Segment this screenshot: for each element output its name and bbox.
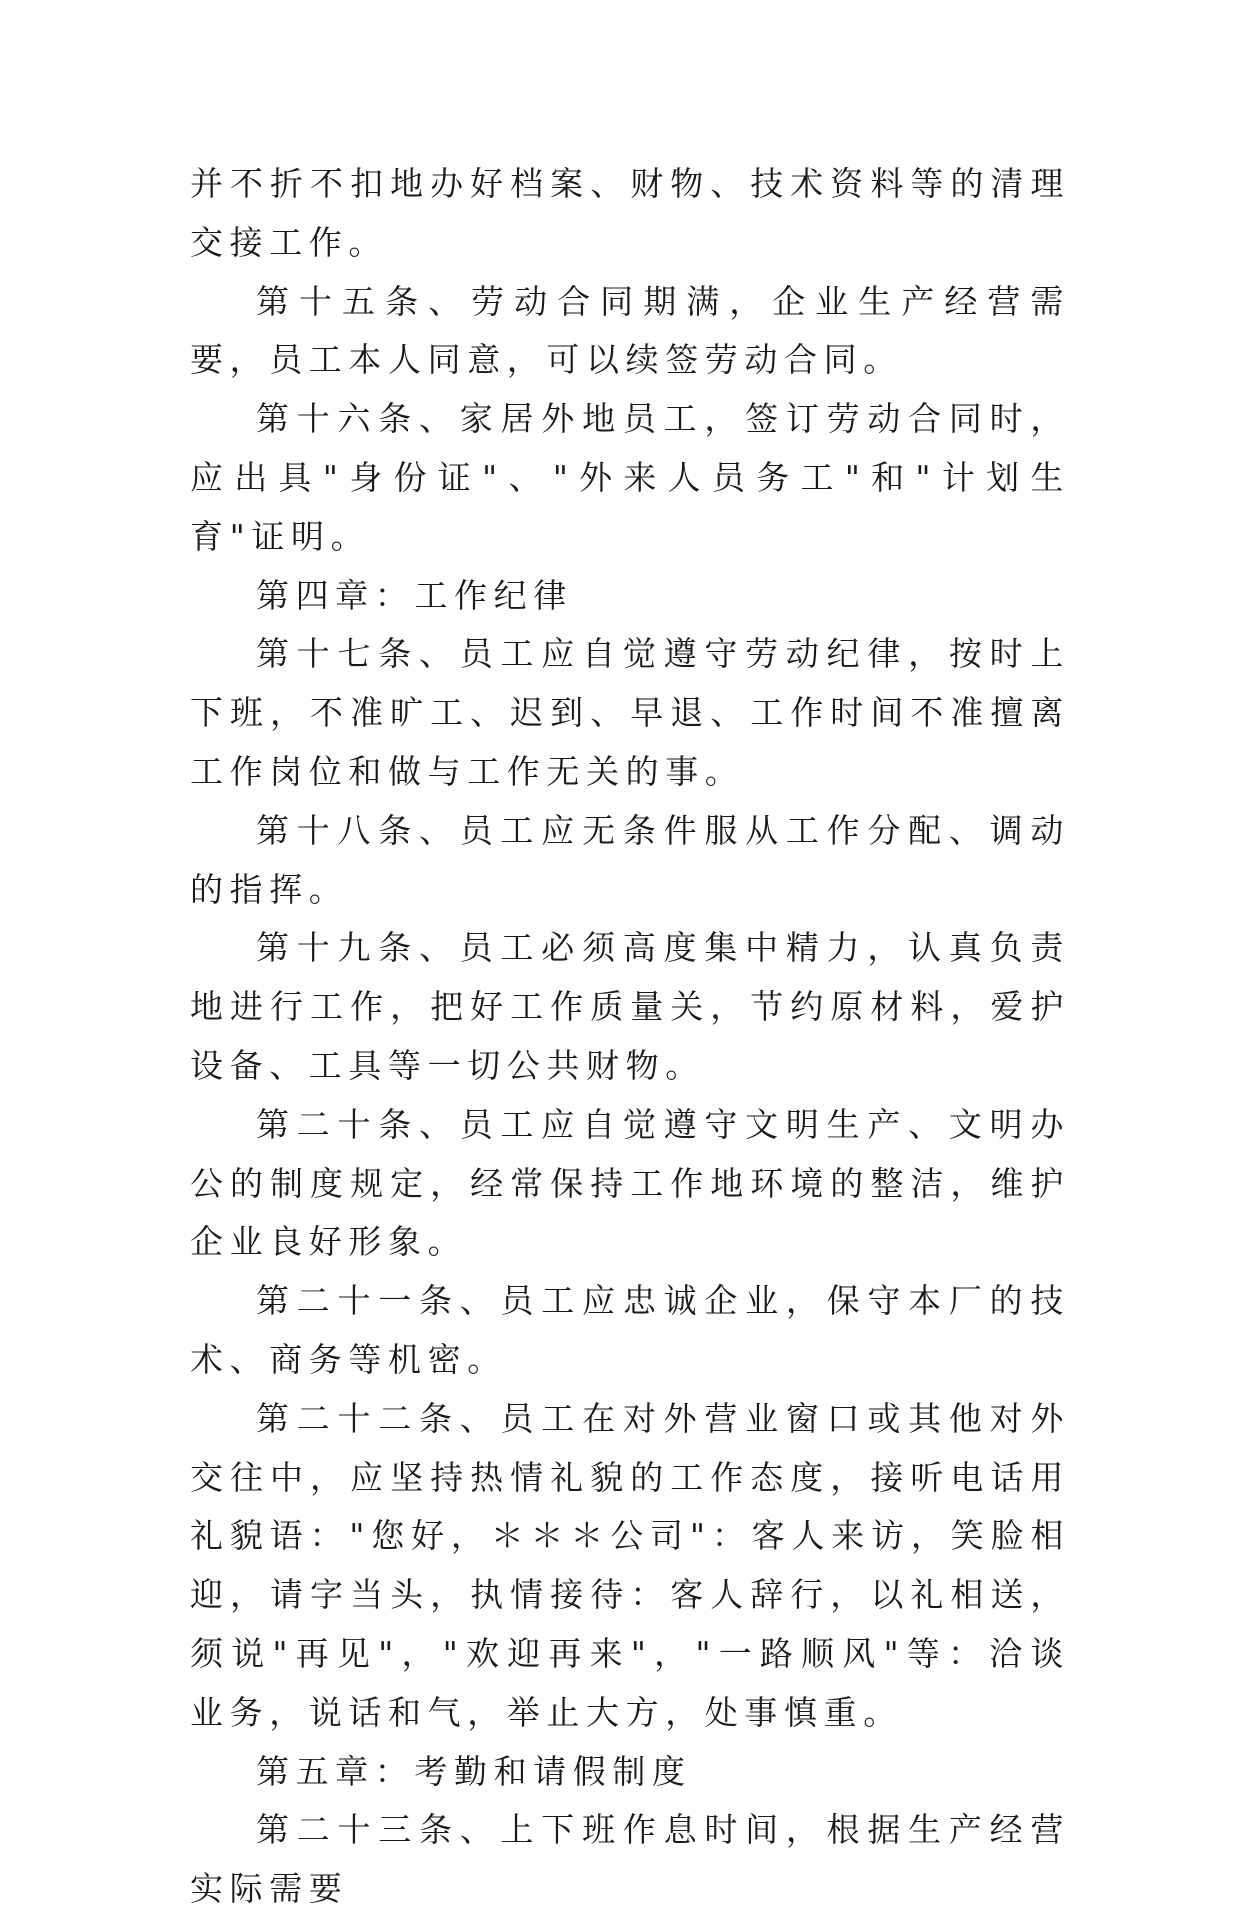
chapter-heading-5: 第五章：考勤和请假制度	[256, 1751, 692, 1791]
chapter-heading-4: 第四章：工作纪律	[256, 575, 573, 615]
paragraph-article-20: 第二十条、员工应自觉遵守文明生产、文明办公的制度规定，经常保持工作地环境的整洁，维护企业良好形象。	[190, 1104, 1070, 1262]
paragraph-article-18: 第十八条、员工应无条件服从工作分配、调动的指挥。	[190, 810, 1070, 909]
paragraph-article-22: 第二十二条、员工在对外营业窗口或其他对外交往中，应坚持热情礼貌的工作态度，接听电话用礼貌语："您好，＊＊＊公司"：客人来访，笑脸相迎，请字当头，执情接待：客人辞行，以礼相送，须说"再见"，"欢迎再来"，"一路顺风"等：洽谈业务，说话和气，举止大方，处事慎重。	[190, 1398, 1070, 1732]
paragraph-article-19: 第十九条、员工必须高度集中精力，认真负责地进行工作，把好工作质量关，节约原材料，爱护设备、工具等一切公共财物。	[190, 928, 1070, 1085]
paragraph-article-17: 第十七条、员工应自觉遵守劳动纪律，按时上下班，不准旷工、迟到、早退、工作时间不准擅离工作岗位和做与工作无关的事。	[190, 634, 1070, 791]
paragraph-article-21: 第二十一条、员工应忠诚企业，保守本厂的技术、商务等机密。	[190, 1281, 1070, 1379]
paragraph-article-23: 第二十三条、上下班作息时间，根据生产经营实际需要	[190, 1810, 1070, 1909]
paragraph-article-16: 第十六条、家居外地员工，签订劳动合同时，应出具"身份证"、"外来人员务工"和"计划生育"证明。	[190, 399, 1070, 556]
paragraph-continuation: 并不折不扣地办好档案、财物、技术资料等的清理交接工作。	[190, 164, 1070, 262]
document-body	[190, 155, 1070, 1919]
paragraph-article-15: 第十五条、劳动合同期满，企业生产经营需要，员工本人同意，可以续签劳动合同。	[190, 281, 1070, 380]
